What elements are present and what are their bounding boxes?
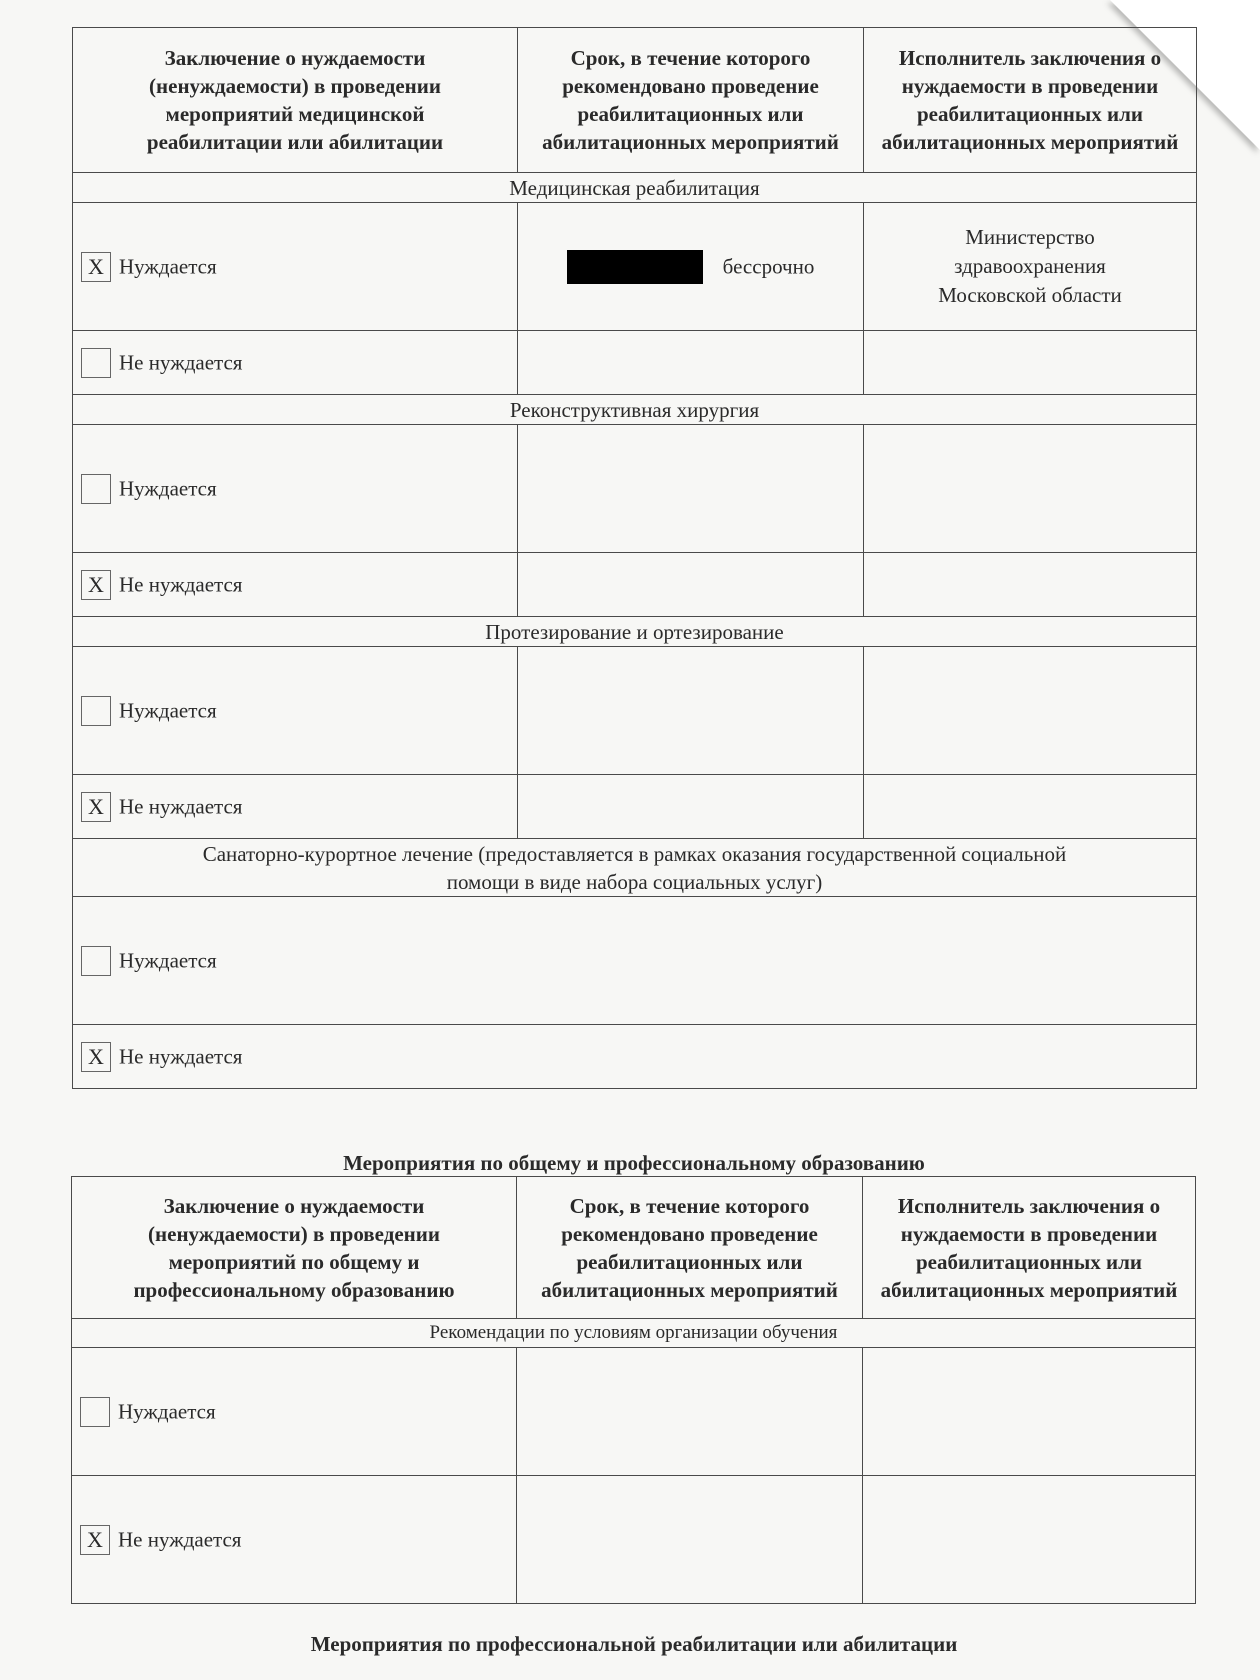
empty-cell [518, 647, 864, 775]
header-conclusion: Заключение о нуждаемости (ненуждаемости) в проведении мероприятий медицинской реабилитации или абилитации [73, 28, 518, 173]
executor-cell [864, 203, 1197, 331]
option-label: Не нуждается [119, 350, 243, 374]
option-label: Не нуждается [118, 1527, 242, 1551]
option-label: Нуждается [119, 698, 217, 722]
checkbox-checked[interactable]: X [81, 1042, 111, 1072]
empty-cell [863, 1348, 1196, 1476]
empty-cell [518, 425, 864, 553]
option-label: Не нуждается [119, 794, 243, 818]
checkbox-checked[interactable]: X [81, 570, 111, 600]
empty-cell [864, 775, 1197, 839]
option-label: Нуждается [119, 476, 217, 500]
checkbox-unchecked[interactable] [81, 348, 111, 378]
empty-cell [863, 1476, 1196, 1604]
empty-cell [517, 1476, 863, 1604]
option-not-needs-prosthetics [73, 775, 518, 839]
option-not-needs-learning [72, 1476, 517, 1604]
education-block-title: Мероприятия по общему и профессиональному образованию [343, 1151, 925, 1175]
option-label: Нуждается [118, 1399, 216, 1423]
option-label: Не нуждается [119, 572, 243, 596]
option-needs-medical-rehab [73, 203, 518, 331]
section-title-medical-rehab: Медицинская реабилитация [73, 173, 1197, 203]
option-not-needs-reconstructive [73, 553, 518, 617]
professional-block-title: Мероприятия по профессиональной реабилитации или абилитации [310, 1632, 958, 1656]
checkbox-checked[interactable]: X [81, 252, 111, 282]
section-title-prosthetics: Протезирование и ортезирование [73, 617, 1197, 647]
term-value: бессрочно [722, 254, 815, 278]
section-title-sanatorium: Санаторно-курортное лечение (предоставляется в рамках оказания государственной социальной помощи в виде набора социальных услуг) [73, 839, 1197, 897]
option-needs-sanatorium [73, 897, 1197, 1025]
option-needs-reconstructive [73, 425, 518, 553]
section-title-reconstructive-surgery: Реконструктивная хирургия [73, 395, 1197, 425]
medical-rehab-table [72, 27, 1197, 1089]
header-executor: Исполнитель заключения о нуждаемости в проведении реабилитационных или абилитационных мероприятий [863, 1177, 1196, 1319]
option-not-needs-sanatorium [73, 1025, 1197, 1089]
checkbox-unchecked[interactable] [81, 474, 111, 504]
option-label: Нуждается [119, 254, 217, 278]
header-executor: Исполнитель заключения о нуждаемости в проведении реабилитационных или абилитационных мероприятий [864, 28, 1197, 173]
empty-cell [864, 331, 1197, 395]
checkbox-unchecked[interactable] [80, 1397, 110, 1427]
checkbox-unchecked[interactable] [81, 946, 111, 976]
section-title-learning-conditions: Рекомендации по условиям организации обучения [72, 1319, 1196, 1348]
option-label: Нуждается [119, 948, 217, 972]
empty-cell [518, 553, 864, 617]
term-cell [518, 203, 864, 331]
option-not-needs-medical-rehab [73, 331, 518, 395]
empty-cell [518, 775, 864, 839]
checkbox-checked[interactable]: X [81, 792, 111, 822]
checkbox-checked[interactable]: X [80, 1525, 110, 1555]
empty-cell [517, 1348, 863, 1476]
empty-cell [864, 553, 1197, 617]
header-term: Срок, в течение которого рекомендовано проведение реабилитационных или абилитационных мероприятий [517, 1177, 863, 1319]
redaction-block [567, 250, 703, 284]
checkbox-unchecked[interactable] [81, 696, 111, 726]
option-needs-learning [72, 1348, 517, 1476]
empty-cell [864, 647, 1197, 775]
header-conclusion-education: Заключение о нуждаемости (ненуждаемости) в проведении мероприятий по общему и профессиональному образованию [72, 1177, 517, 1319]
empty-cell [518, 331, 864, 395]
executor-value: Министерство здравоохранения Московской области [938, 225, 1122, 307]
empty-cell [864, 425, 1197, 553]
education-table [71, 1176, 1196, 1604]
option-needs-prosthetics [73, 647, 518, 775]
header-term: Срок, в течение которого рекомендовано проведение реабилитационных или абилитационных мероприятий [518, 28, 864, 173]
option-label: Не нуждается [119, 1044, 243, 1068]
